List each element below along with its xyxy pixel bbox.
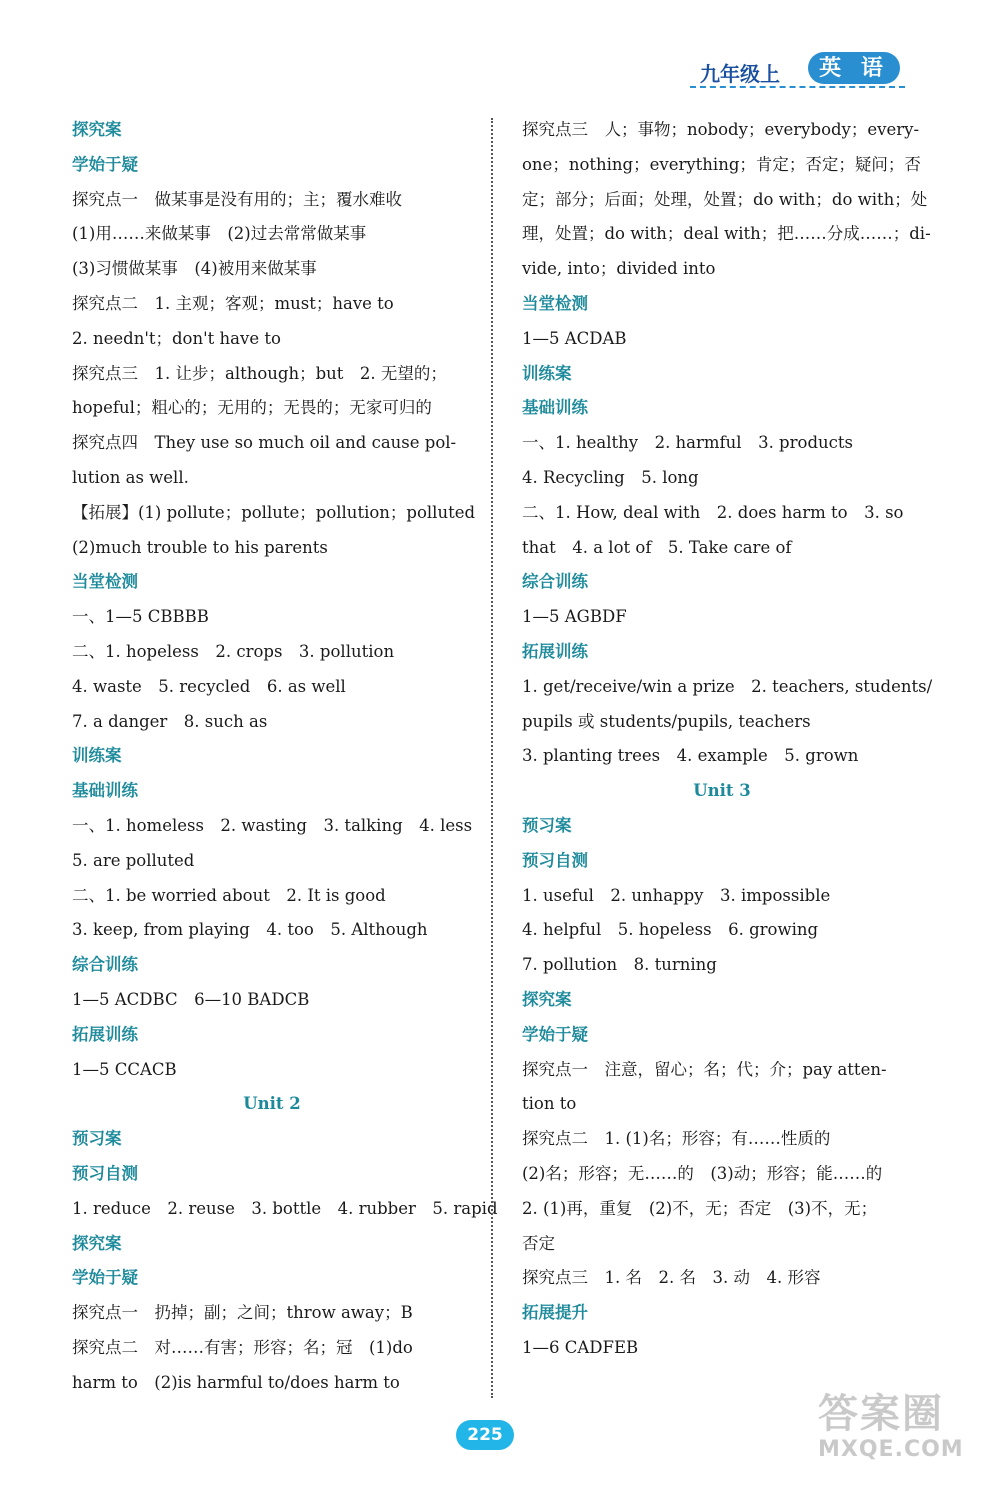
answer-line: 二、1. hopeless 2. crops 3. pollution xyxy=(72,641,395,661)
answer-line: 1—5 AGBDF xyxy=(522,607,627,627)
answer-line: (3)习惯做某事 (4)被用来做某事 xyxy=(72,259,317,279)
right-column xyxy=(522,113,933,1366)
answer-line: hopeful；粗心的；无用的；无畏的；无家可归的 xyxy=(72,398,432,418)
answer-line: 探究点四 They use so much oil and cause pol- xyxy=(72,433,457,453)
section-heading: 预习自测 xyxy=(522,850,588,870)
answer-line: 一、1. healthy 2. harmful 3. products xyxy=(522,433,853,453)
unit-title: Unit 3 xyxy=(693,781,751,801)
answer-line: 定；部分；后面；处理，处置；do with；do with；处 xyxy=(522,189,928,209)
answer-line: 7. a danger 8. such as xyxy=(72,711,268,731)
answer-line: pupils 或 students/pupils, teachers xyxy=(522,711,811,731)
answer-line: 一、1—5 CBBBB xyxy=(72,607,209,627)
answer-line: 探究点二 1. (1)名；形容；有……性质的 xyxy=(522,1129,831,1149)
section-heading: 学始于疑 xyxy=(72,154,138,174)
answer-line: 探究点三 1. 名 2. 名 3. 动 4. 形容 xyxy=(522,1268,821,1288)
section-heading: 当堂检测 xyxy=(72,572,138,592)
watermark-text-en: MXQE.COM xyxy=(818,1437,964,1462)
section-heading: 探究案 xyxy=(72,120,122,139)
answer-line: 5. are polluted xyxy=(72,850,195,870)
answer-line: 探究点二 对……有害；形容；名；冠 (1)do xyxy=(72,1337,413,1357)
left-column xyxy=(72,113,498,1400)
answer-line: 1. useful 2. unhappy 3. impossible xyxy=(522,885,831,905)
answer-line: 否定 xyxy=(522,1233,555,1253)
page-number: 225 xyxy=(456,1420,514,1450)
grade-label: 九年级上 xyxy=(700,62,780,86)
answer-line: (2)much trouble to his parents xyxy=(72,537,328,557)
answer-line: 二、1. be worried about 2. It is good xyxy=(72,885,386,905)
answer-line: 理，处置；do with；deal with；把……分成……；di- xyxy=(522,224,931,244)
section-heading: 训练案 xyxy=(522,363,572,383)
section-heading: 探究案 xyxy=(72,1233,122,1253)
section-heading: 基础训练 xyxy=(72,781,138,801)
answer-line: that 4. a lot of 5. Take care of xyxy=(522,537,792,557)
section-heading: 拓展训练 xyxy=(72,1024,138,1044)
section-heading: 综合训练 xyxy=(522,572,588,592)
answer-line: 探究点二 1. 主观；客观；must；have to xyxy=(72,293,394,313)
answer-line: 1. get/receive/win a prize 2. teachers, students/ xyxy=(522,676,933,696)
answer-line: lution as well. xyxy=(72,467,189,487)
section-heading: 探究案 xyxy=(522,989,572,1009)
section-heading: 学始于疑 xyxy=(72,1268,138,1288)
answer-line: 一、1. homeless 2. wasting 3. talking 4. less xyxy=(72,815,473,835)
answer-line: 2. needn't；don't have to xyxy=(72,328,281,348)
page-header xyxy=(690,52,910,92)
answer-line: 4. waste 5. recycled 6. as well xyxy=(72,676,346,696)
answer-line: (1)用……来做某事 (2)过去常常做某事 xyxy=(72,224,367,244)
answer-line: harm to (2)is harmful to/does harm to xyxy=(72,1372,400,1392)
section-heading: 当堂检测 xyxy=(522,293,588,313)
watermark-text-cn: 答案圈 xyxy=(818,1391,944,1437)
section-heading: 训练案 xyxy=(72,746,122,766)
answer-line: 1. reduce 2. reuse 3. bottle 4. rubber 5. rapid xyxy=(72,1198,498,1218)
section-heading: 预习自测 xyxy=(72,1163,138,1183)
answer-line: tion to xyxy=(522,1094,577,1114)
answer-line: (2)名；形容；无……的 (3)动；形容；能……的 xyxy=(522,1163,883,1183)
answer-line: 探究点一 注意，留心；名；代；介；pay atten- xyxy=(522,1059,887,1079)
answer-line: 1—5 ACDAB xyxy=(522,328,627,348)
answer-line: 7. pollution 8. turning xyxy=(522,955,717,975)
answer-line: 探究点三 1. 让步；although；but 2. 无望的； xyxy=(72,363,447,383)
section-heading: 预习案 xyxy=(522,815,572,835)
answer-line: 3. keep, from playing 4. too 5. Although xyxy=(72,920,428,940)
answer-line: 4. Recycling 5. long xyxy=(522,467,699,487)
answer-line: vide, into；divided into xyxy=(522,259,716,279)
section-heading: 综合训练 xyxy=(72,955,138,975)
section-heading: 基础训练 xyxy=(522,398,588,418)
answer-line: 探究点一 扔掉；副；之间；throw away；B xyxy=(72,1303,413,1323)
answer-line: 1—5 CCACB xyxy=(72,1059,177,1079)
answer-line: 1—6 CADFEB xyxy=(522,1337,639,1357)
column-divider xyxy=(491,118,493,1398)
unit-title: Unit 2 xyxy=(243,1094,301,1114)
answer-line: 1—5 ACDBC 6—10 BADCB xyxy=(72,989,310,1009)
answer-line: one；nothing；everything；肯定；否定；疑问；否 xyxy=(522,154,921,174)
answer-line: 3. planting trees 4. example 5. grown xyxy=(522,746,859,766)
section-heading: 学始于疑 xyxy=(522,1024,588,1044)
header-rule xyxy=(690,86,905,88)
section-heading: 拓展提升 xyxy=(522,1303,588,1323)
watermark-logo xyxy=(818,1392,988,1472)
answer-line: 探究点一 做某事是没有用的；主；覆水难收 xyxy=(72,189,402,209)
answer-line: 探究点三 人；事物；nobody；everybody；every- xyxy=(522,120,920,139)
section-heading: 预习案 xyxy=(72,1129,122,1149)
subject-badge: 英 语 xyxy=(808,52,900,84)
answer-line: 二、1. How, deal with 2. does harm to 3. so xyxy=(522,502,904,522)
section-heading: 拓展训练 xyxy=(522,641,588,661)
answer-line: 2. (1)再，重复 (2)不，无；否定 (3)不，无； xyxy=(522,1198,878,1218)
answer-line: 4. helpful 5. hopeless 6. growing xyxy=(522,920,819,940)
answer-line: 【拓展】(1) pollute；pollute；pollution；polluted xyxy=(72,502,476,522)
